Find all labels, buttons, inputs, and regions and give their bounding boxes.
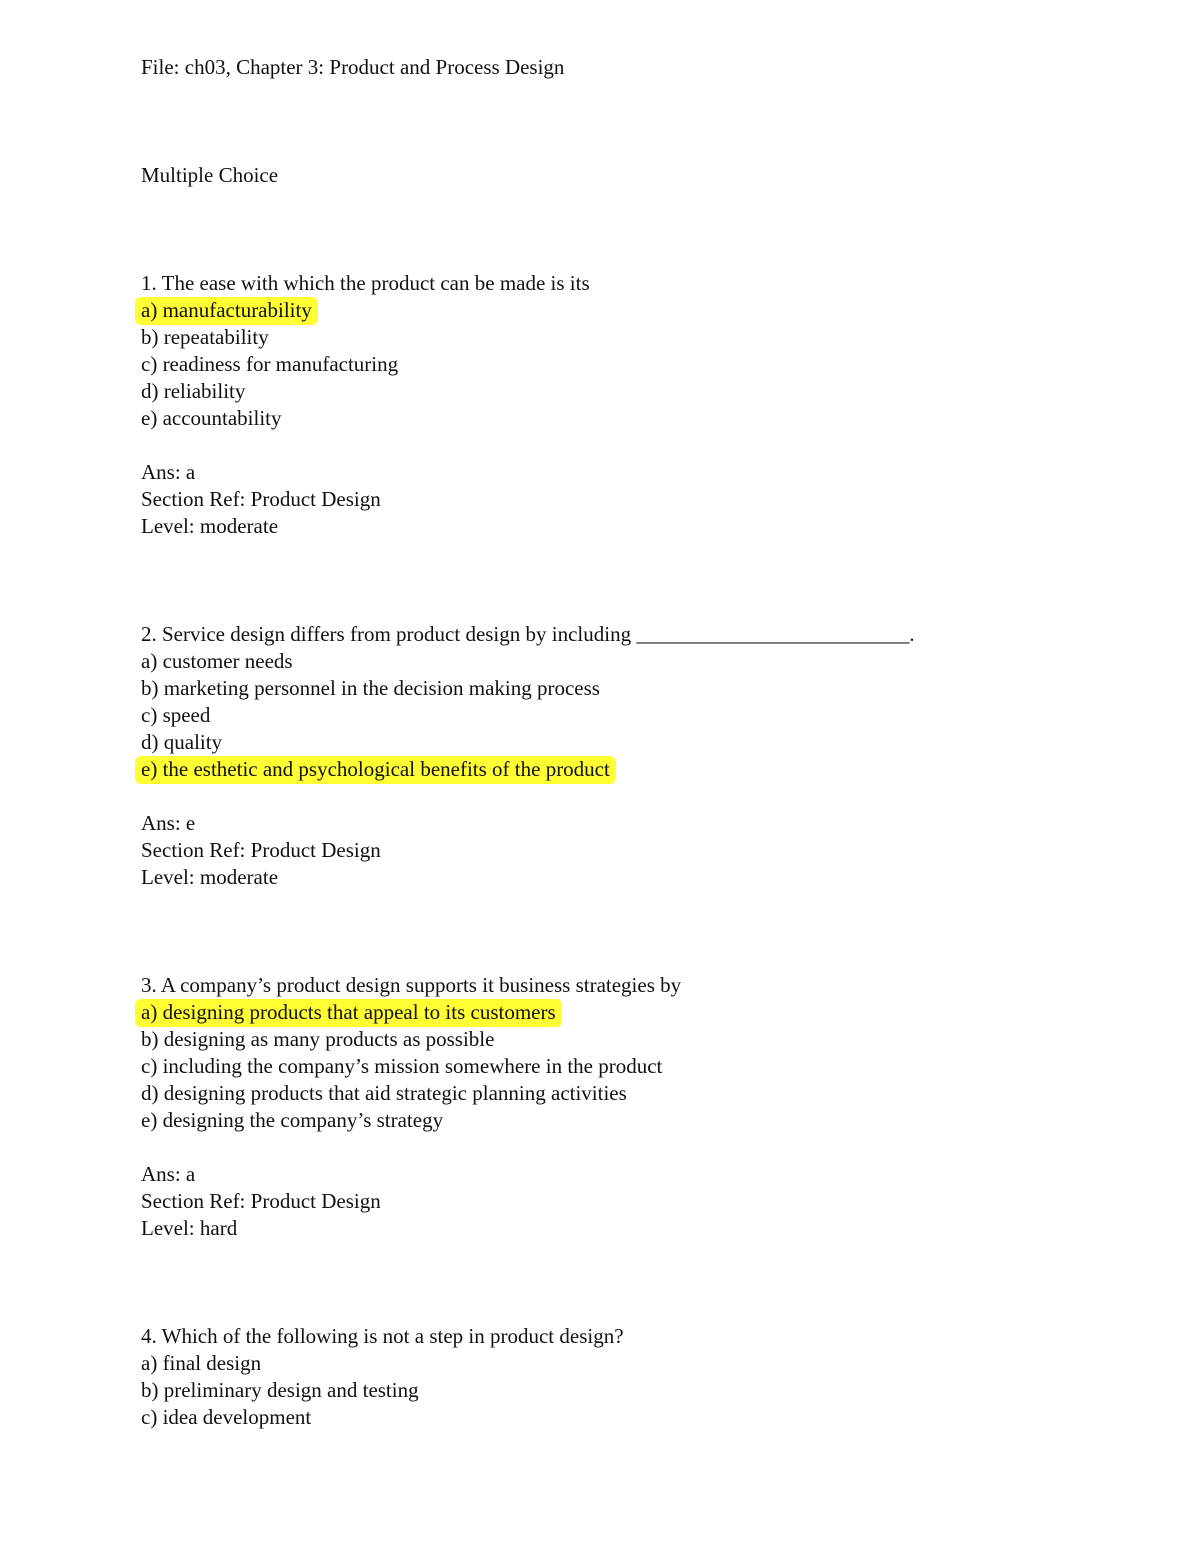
option-c: c) idea development bbox=[141, 1405, 312, 1429]
answer: Ans: a bbox=[141, 460, 196, 484]
option-c: c) readiness for manufacturing bbox=[141, 352, 399, 376]
option-b: b) preliminary design and testing bbox=[141, 1378, 419, 1402]
level: Level: hard bbox=[141, 1216, 238, 1240]
level: Level: moderate bbox=[141, 514, 279, 538]
option-a-highlighted: a) manufacturability bbox=[135, 297, 318, 325]
question-stem: 3. A company’s product design supports it business strategies by bbox=[141, 973, 682, 997]
section-ref: Section Ref: Product Design bbox=[141, 838, 381, 862]
section-ref: Section Ref: Product Design bbox=[141, 487, 381, 511]
option-d: d) designing products that aid strategic planning activities bbox=[141, 1081, 627, 1105]
question-4 bbox=[141, 1323, 1061, 1431]
question-2 bbox=[141, 621, 1061, 891]
option-b: b) repeatability bbox=[141, 325, 269, 349]
answer: Ans: e bbox=[141, 811, 196, 835]
question-3 bbox=[141, 972, 1061, 1242]
option-a-highlighted: a) designing products that appeal to its customers bbox=[135, 999, 562, 1027]
document-page bbox=[141, 54, 1061, 1431]
option-d: d) quality bbox=[141, 730, 223, 754]
option-e: e) designing the company’s strategy bbox=[141, 1108, 444, 1132]
question-stem: 1. The ease with which the product can be made is its bbox=[141, 271, 590, 295]
document-header: File: ch03, Chapter 3: Product and Process Design bbox=[141, 55, 565, 79]
option-e: e) accountability bbox=[141, 406, 282, 430]
option-b: b) marketing personnel in the decision making process bbox=[141, 676, 600, 700]
answer: Ans: a bbox=[141, 1162, 196, 1186]
option-b: b) designing as many products as possible bbox=[141, 1027, 495, 1051]
question-stem: 4. Which of the following is not a step in product design? bbox=[141, 1324, 624, 1348]
option-d: d) reliability bbox=[141, 379, 246, 403]
option-e-highlighted: e) the esthetic and psychological benefits of the product bbox=[135, 756, 616, 784]
option-a: a) final design bbox=[141, 1351, 262, 1375]
level: Level: moderate bbox=[141, 865, 279, 889]
section-title: Multiple Choice bbox=[141, 163, 279, 187]
option-c: c) including the company’s mission somewhere in the product bbox=[141, 1054, 663, 1078]
question-stem: 2. Service design differs from product design by including __________________________. bbox=[141, 622, 915, 646]
option-c: c) speed bbox=[141, 703, 211, 727]
option-a: a) customer needs bbox=[141, 649, 293, 673]
section-ref: Section Ref: Product Design bbox=[141, 1189, 381, 1213]
question-1 bbox=[141, 270, 1061, 540]
